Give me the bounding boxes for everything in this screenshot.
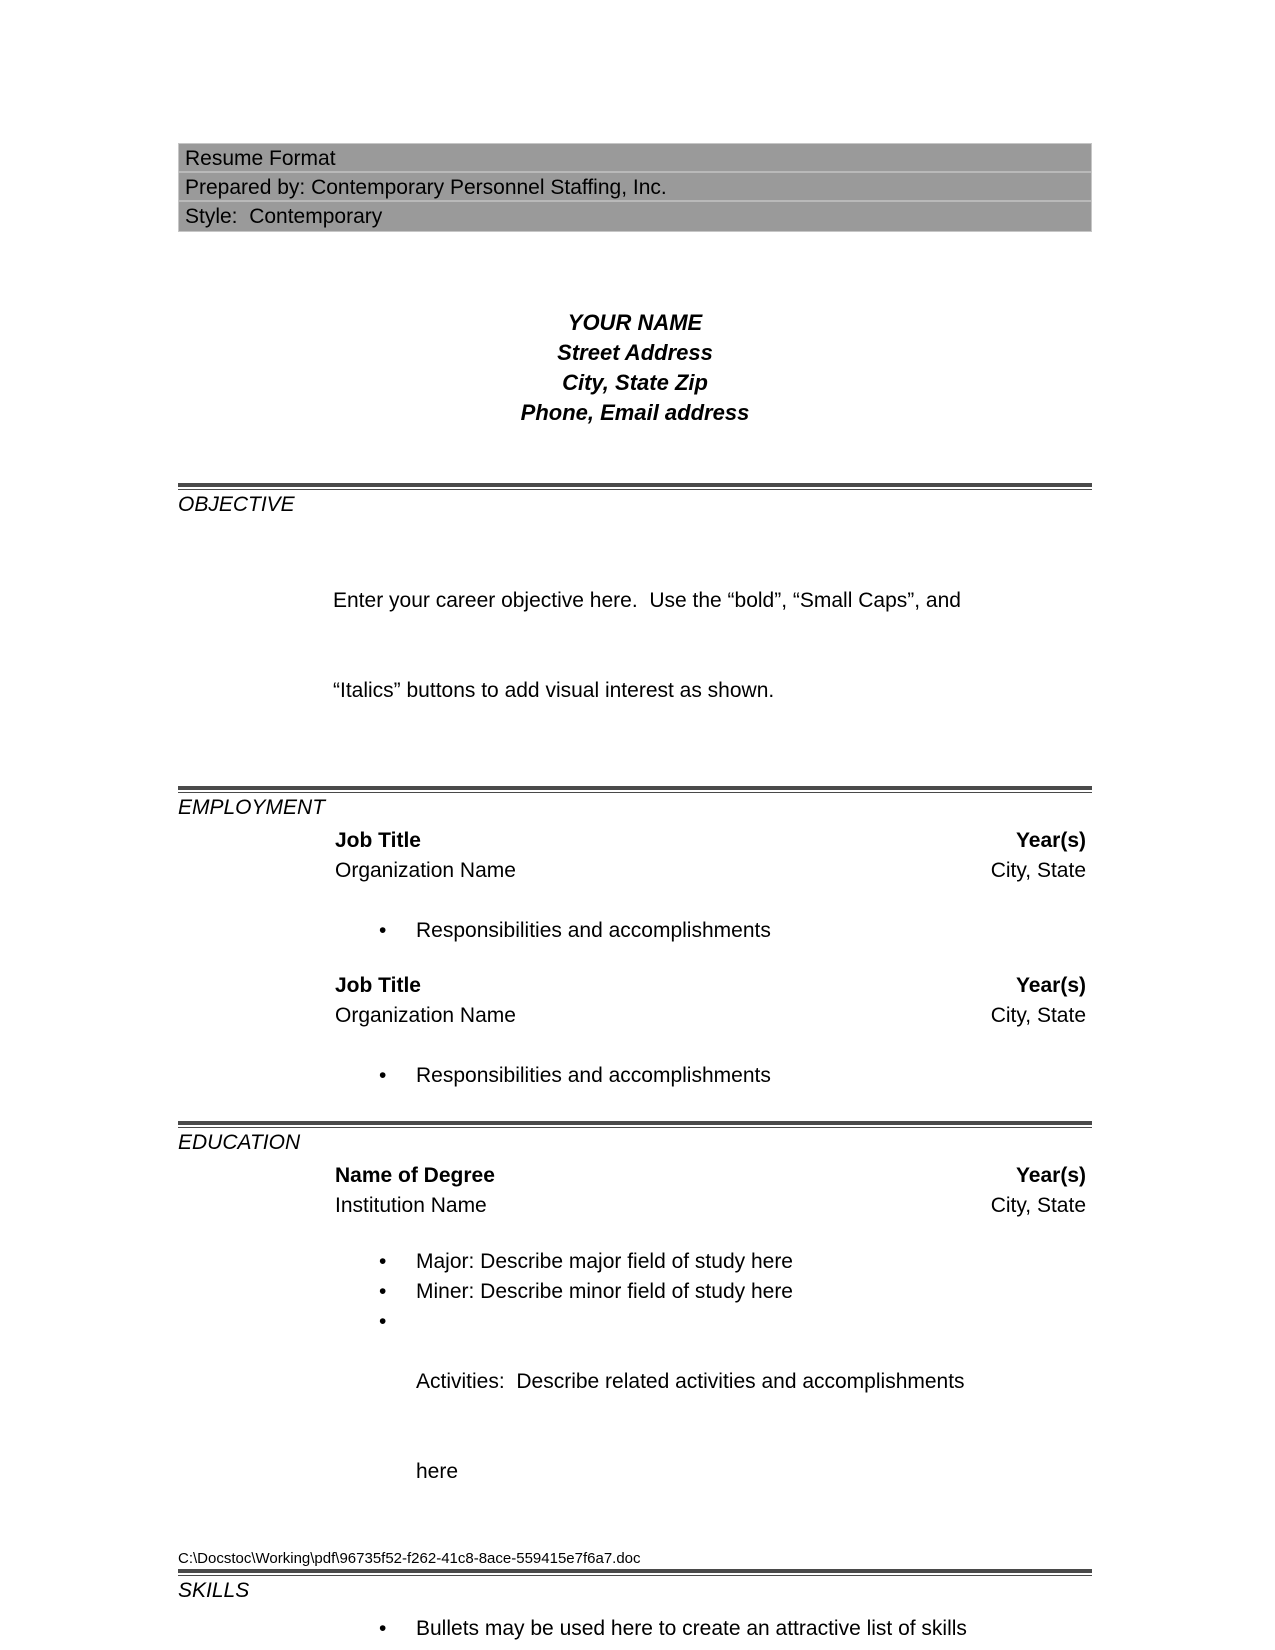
job-block-1 <box>178 826 1092 946</box>
education-bullet-activities <box>178 1307 1092 1547</box>
job-bullet: • Responsibilities and accomplishments <box>178 1061 1092 1091</box>
contact-street: Street Address <box>557 340 713 365</box>
section-rule-skills <box>178 1569 1092 1576</box>
degree-years: Year(s) <box>1015 1164 1086 1187</box>
education-bullet-activities-line-2: here <box>416 1460 459 1483</box>
job-title: Job Title <box>335 829 421 852</box>
section-heading-education: EDUCATION <box>178 1131 301 1154</box>
job-block-2 <box>178 971 1092 1091</box>
job-years: Year(s) <box>1015 974 1086 997</box>
contact-block <box>178 308 1092 428</box>
contact-phone-email: Phone, Email address <box>520 400 750 425</box>
institution-location: City, State <box>990 1194 1086 1217</box>
objective-body <box>333 526 1092 766</box>
job-title: Job Title <box>335 974 421 997</box>
education-bullets <box>178 1247 1092 1547</box>
institution-name: Institution Name <box>335 1194 487 1217</box>
header-row-title: Resume Format <box>179 144 1091 173</box>
section-heading-skills: SKILLS <box>178 1579 250 1602</box>
job-organization: Organization Name <box>335 859 516 882</box>
job-location: City, State <box>990 1004 1086 1027</box>
job-org-row <box>335 856 1092 886</box>
job-organization: Organization Name <box>335 1004 516 1027</box>
job-bullet: • Responsibilities and accomplishments <box>178 916 1092 946</box>
job-title-row <box>335 971 1092 1001</box>
header-row-prepared-by: Prepared by: Contemporary Personnel Staffing, Inc. <box>179 173 1091 202</box>
education-bullet-major: • Major: Describe major field of study here <box>178 1247 1092 1277</box>
job-org-row <box>335 1001 1092 1031</box>
section-rule-employment <box>178 786 1092 793</box>
section-rule-education <box>178 1121 1092 1128</box>
skills-bullet: • Bullets may be used here to create an attractive list of skills <box>178 1614 1092 1644</box>
footer-file-path: C:\Docstoc\Working\pdf\96735f52-f262-41c8-8ace-559415e7f6a7.doc <box>178 1550 641 1567</box>
degree-row <box>335 1161 1092 1191</box>
job-years: Year(s) <box>1015 829 1086 852</box>
education-bullet-activities-line-1: • Activities: Describe related activities and accomplishments <box>416 1370 965 1393</box>
header-row-style: Style: Contemporary <box>185 205 383 228</box>
objective-body-line-1: Enter your career objective here. Use the “bold”, “Small Caps”, and <box>333 589 961 612</box>
degree-name: Name of Degree <box>335 1164 495 1187</box>
institution-row <box>335 1191 1092 1221</box>
section-heading-employment: EMPLOYMENT <box>178 796 326 819</box>
section-rule-objective <box>178 483 1092 490</box>
contact-name: YOUR NAME <box>567 310 703 335</box>
objective-body-line-2: “Italics” buttons to add visual interest as shown. <box>333 679 775 702</box>
job-location: City, State <box>990 859 1086 882</box>
document-content <box>178 143 1092 1644</box>
header-box <box>178 143 1092 232</box>
job-title-row <box>335 826 1092 856</box>
education-bullet-minor: • Miner: Describe minor field of study here <box>178 1277 1092 1307</box>
contact-city-state-zip: City, State Zip <box>562 370 708 395</box>
section-heading-objective: OBJECTIVE <box>178 493 295 516</box>
